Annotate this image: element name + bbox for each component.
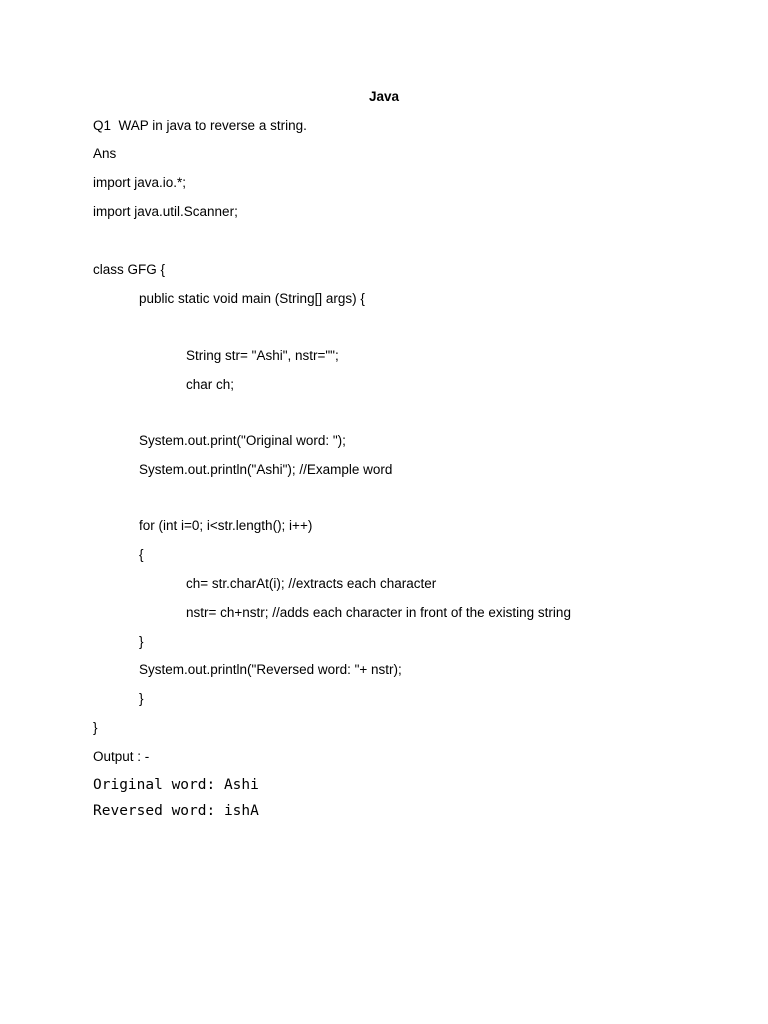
answer-label: Ans bbox=[93, 146, 117, 161]
code-import-io: import java.io.*; bbox=[93, 175, 187, 190]
code-main-declaration: public static void main (String[] args) { bbox=[139, 291, 365, 306]
code-close-brace-main: } bbox=[139, 691, 144, 706]
code-close-brace-class: } bbox=[93, 720, 98, 735]
code-for-loop: for (int i=0; i<str.length(); i++) bbox=[139, 518, 313, 533]
question-text: Q1 WAP in java to reverse a string. bbox=[93, 118, 307, 133]
code-prepend: nstr= ch+nstr; //adds each character in front of the existing string bbox=[186, 605, 571, 620]
code-print-original: System.out.print("Original word: "); bbox=[139, 433, 346, 448]
output-line-original: Original word: Ashi bbox=[93, 777, 259, 793]
code-open-brace: { bbox=[139, 547, 144, 562]
code-println-example: System.out.println("Ashi"); //Example word bbox=[139, 462, 393, 477]
code-close-brace-loop: } bbox=[139, 634, 144, 649]
code-class-declaration: class GFG { bbox=[93, 262, 166, 277]
code-char-declaration: char ch; bbox=[186, 377, 235, 392]
code-import-scanner: import java.util.Scanner; bbox=[93, 204, 238, 219]
code-string-declaration: String str= "Ashi", nstr=""; bbox=[186, 348, 339, 363]
output-label: Output : - bbox=[93, 749, 150, 764]
code-println-reversed: System.out.println("Reversed word: "+ nstr); bbox=[139, 662, 402, 677]
output-line-reversed: Reversed word: ishA bbox=[93, 803, 259, 819]
document-title: Java bbox=[368, 89, 400, 104]
code-char-at: ch= str.charAt(i); //extracts each character bbox=[186, 576, 437, 591]
